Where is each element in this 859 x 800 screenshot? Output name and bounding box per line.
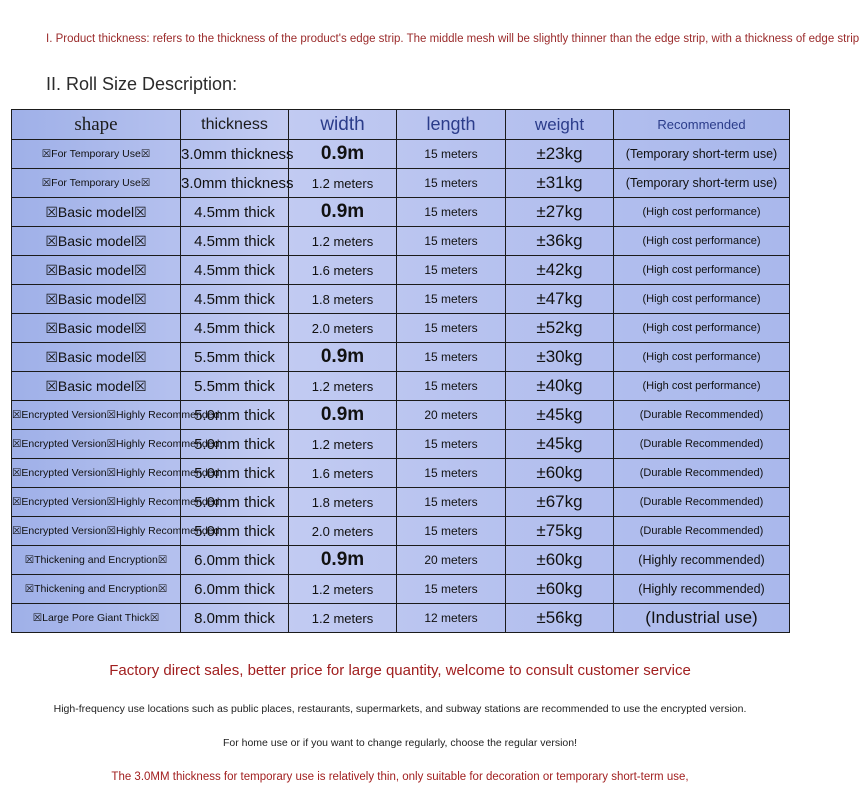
header-shape: shape (12, 110, 181, 140)
cell-width: 1.2 meters (289, 430, 397, 459)
cell-shape: ☒Large Pore Giant Thick☒ (12, 604, 181, 633)
cell-length: 15 meters (397, 459, 506, 488)
cell-width: 1.6 meters (289, 256, 397, 285)
cell-thickness: 3.0mm thickness (181, 140, 289, 169)
cell-width: 2.0 meters (289, 314, 397, 343)
roll-size-table (11, 109, 790, 633)
cell-thickness: 4.5mm thick (181, 198, 289, 227)
table-row (12, 227, 790, 256)
cell-width: 1.2 meters (289, 575, 397, 604)
table-row (12, 604, 790, 633)
cell-width: 1.2 meters (289, 169, 397, 198)
cell-shape: ☒Encrypted Version☒Highly Recommended (12, 459, 181, 488)
cell-weight: ±40kg (506, 372, 614, 401)
cell-weight: ±31kg (506, 169, 614, 198)
cell-shape: ☒Encrypted Version☒Highly Recommended (12, 401, 181, 430)
cell-recommended: (Durable Recommended) (614, 459, 790, 488)
cell-length: 15 meters (397, 488, 506, 517)
cell-weight: ±56kg (506, 604, 614, 633)
cell-width: 0.9m (289, 140, 397, 169)
cell-weight: ±52kg (506, 314, 614, 343)
cell-recommended: (Durable Recommended) (614, 488, 790, 517)
cell-length: 15 meters (397, 517, 506, 546)
header-length: length (397, 110, 506, 140)
cell-shape: ☒Basic model☒ (12, 285, 181, 314)
cell-width: 0.9m (289, 401, 397, 430)
cell-recommended: (Durable Recommended) (614, 401, 790, 430)
cell-length: 15 meters (397, 140, 506, 169)
cell-recommended: (Temporary short-term use) (614, 169, 790, 198)
header-weight: weight (506, 110, 614, 140)
cell-thickness: 3.0mm thickness (181, 169, 289, 198)
info-regular: For home use or if you want to change regularly, choose the regular version! (222, 737, 578, 749)
cell-width: 1.8 meters (289, 285, 397, 314)
cell-width: 1.6 meters (289, 459, 397, 488)
table-row (12, 256, 790, 285)
cell-weight: ±45kg (506, 430, 614, 459)
cell-recommended: (High cost performance) (614, 256, 790, 285)
cell-shape: ☒Basic model☒ (12, 198, 181, 227)
cell-recommended: (Temporary short-term use) (614, 140, 790, 169)
cell-recommended: (High cost performance) (614, 372, 790, 401)
table-header-row (12, 110, 790, 140)
table-row (12, 169, 790, 198)
cell-shape: ☒Basic model☒ (12, 227, 181, 256)
cell-width: 1.8 meters (289, 488, 397, 517)
cell-weight: ±23kg (506, 140, 614, 169)
product-thickness-note: I. Product thickness: refers to the thickness of the product's edge strip. The middle mesh will be slightly thinner than the edge strip, with a thickness of edge strip (46, 33, 859, 45)
table-row (12, 401, 790, 430)
cell-thickness: 5.5mm thick (181, 343, 289, 372)
cell-thickness: 4.5mm thick (181, 314, 289, 343)
cell-shape: ☒Basic model☒ (12, 372, 181, 401)
cell-weight: ±60kg (506, 575, 614, 604)
cell-recommended: (High cost performance) (614, 343, 790, 372)
cell-recommended: (High cost performance) (614, 285, 790, 314)
info-temporary: The 3.0MM thickness for temporary use is relatively thin, only suitable for decoration or temporary short-term use, (111, 771, 689, 783)
cell-length: 15 meters (397, 314, 506, 343)
cell-shape: ☒Encrypted Version☒Highly Recommended (12, 517, 181, 546)
table-row (12, 198, 790, 227)
table-row (12, 546, 790, 575)
cell-length: 15 meters (397, 198, 506, 227)
cell-shape: ☒Thickening and Encryption☒ (12, 575, 181, 604)
cell-thickness: 4.5mm thick (181, 285, 289, 314)
cell-weight: ±36kg (506, 227, 614, 256)
cell-length: 20 meters (397, 401, 506, 430)
cell-length: 12 meters (397, 604, 506, 633)
cell-recommended: (Industrial use) (614, 604, 790, 633)
table-row (12, 430, 790, 459)
cell-thickness: 5.0mm thick (181, 401, 289, 430)
cell-weight: ±67kg (506, 488, 614, 517)
cell-shape: ☒Basic model☒ (12, 256, 181, 285)
cell-weight: ±45kg (506, 401, 614, 430)
cell-length: 20 meters (397, 546, 506, 575)
info-encrypted: High-frequency use locations such as public places, restaurants, supermarkets, and subway stations are recommended to use the encrypted version. (53, 703, 747, 715)
cell-thickness: 5.0mm thick (181, 488, 289, 517)
cell-weight: ±27kg (506, 198, 614, 227)
cell-weight: ±47kg (506, 285, 614, 314)
cell-length: 15 meters (397, 285, 506, 314)
cell-thickness: 5.0mm thick (181, 430, 289, 459)
cell-length: 15 meters (397, 575, 506, 604)
cell-width: 0.9m (289, 198, 397, 227)
table-row (12, 517, 790, 546)
cell-width: 1.2 meters (289, 372, 397, 401)
table-row (12, 459, 790, 488)
section-title: II. Roll Size Description: (46, 74, 238, 94)
cell-thickness: 6.0mm thick (181, 575, 289, 604)
cell-width: 1.2 meters (289, 227, 397, 256)
cell-weight: ±42kg (506, 256, 614, 285)
cell-shape: ☒Basic model☒ (12, 314, 181, 343)
cell-thickness: 5.5mm thick (181, 372, 289, 401)
cell-weight: ±60kg (506, 459, 614, 488)
promo-text: Factory direct sales, better price for large quantity, welcome to consult customer service (109, 662, 691, 679)
cell-shape: ☒Encrypted Version☒Highly Recommended (12, 488, 181, 517)
cell-width: 2.0 meters (289, 517, 397, 546)
cell-thickness: 8.0mm thick (181, 604, 289, 633)
cell-recommended: (Highly recommended) (614, 575, 790, 604)
header-width: width (289, 110, 397, 140)
table-row (12, 343, 790, 372)
cell-length: 15 meters (397, 430, 506, 459)
cell-length: 15 meters (397, 169, 506, 198)
cell-recommended: (High cost performance) (614, 198, 790, 227)
cell-weight: ±60kg (506, 546, 614, 575)
cell-recommended: (High cost performance) (614, 314, 790, 343)
cell-width: 0.9m (289, 546, 397, 575)
cell-weight: ±75kg (506, 517, 614, 546)
cell-thickness: 6.0mm thick (181, 546, 289, 575)
cell-width: 1.2 meters (289, 604, 397, 633)
table-row (12, 314, 790, 343)
cell-weight: ±30kg (506, 343, 614, 372)
cell-recommended: (High cost performance) (614, 227, 790, 256)
header-thickness: thickness (181, 110, 289, 140)
cell-thickness: 4.5mm thick (181, 256, 289, 285)
table-row (12, 285, 790, 314)
table-row (12, 575, 790, 604)
header-recommended: Recommended (614, 110, 790, 140)
table-row (12, 488, 790, 517)
cell-shape: ☒For Temporary Use☒ (12, 169, 181, 198)
cell-thickness: 4.5mm thick (181, 227, 289, 256)
cell-recommended: (Durable Recommended) (614, 430, 790, 459)
cell-shape: ☒Encrypted Version☒Highly Recommended (12, 430, 181, 459)
cell-shape: ☒Thickening and Encryption☒ (12, 546, 181, 575)
table-row (12, 372, 790, 401)
cell-thickness: 5.0mm thick (181, 517, 289, 546)
table-row (12, 140, 790, 169)
cell-shape: ☒Basic model☒ (12, 343, 181, 372)
cell-thickness: 5.0mm thick (181, 459, 289, 488)
cell-shape: ☒For Temporary Use☒ (12, 140, 181, 169)
cell-width: 0.9m (289, 343, 397, 372)
cell-recommended: (Durable Recommended) (614, 517, 790, 546)
cell-length: 15 meters (397, 227, 506, 256)
cell-length: 15 meters (397, 256, 506, 285)
cell-length: 15 meters (397, 372, 506, 401)
cell-recommended: (Highly recommended) (614, 546, 790, 575)
cell-length: 15 meters (397, 343, 506, 372)
